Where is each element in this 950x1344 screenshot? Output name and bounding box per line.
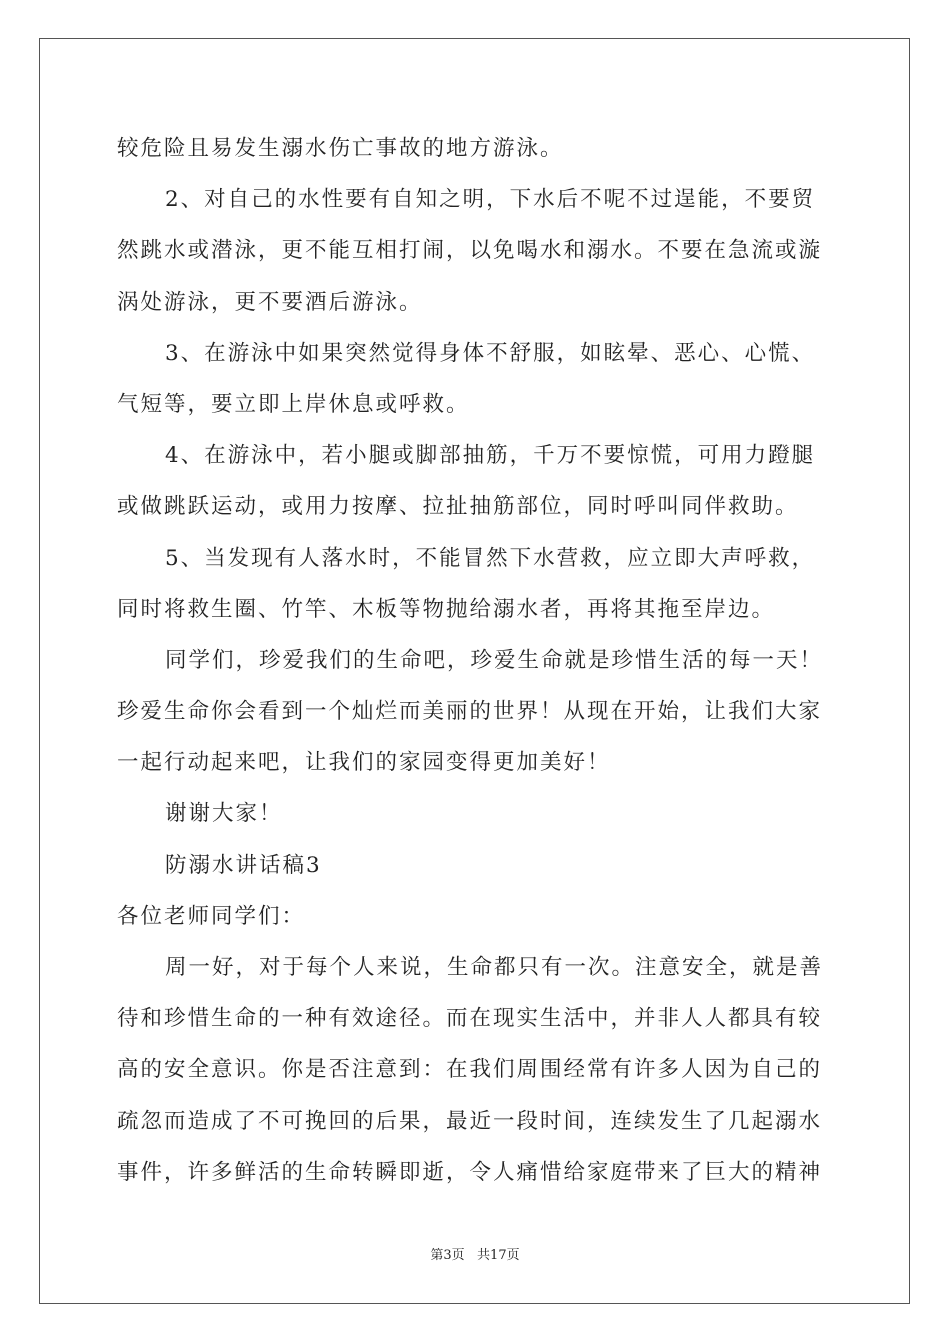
text-line: 气短等，要立即上岸休息或呼救。: [117, 391, 470, 417]
text-line: 珍爱生命你会看到一个灿烂而美丽的世界！从现在开始，让我们大家: [117, 699, 823, 725]
text-line: 一起行动起来吧，让我们的家园变得更加美好！: [117, 750, 611, 776]
text-line: 2、对自己的水性要有自知之明，下水后不呢不过逞能，不要贸: [165, 187, 816, 213]
text-line: 高的安全意识。你是否注意到：在我们周围经常有许多人因为自己的: [117, 1057, 823, 1083]
text-line: 3、在游泳中如果突然觉得身体不舒服，如眩晕、恶心、心慌、: [165, 340, 816, 366]
text-line: 较危险且易发生溺水伤亡事故的地方游泳。: [117, 136, 564, 161]
text-line: 4、在游泳中，若小腿或脚部抽筋，千万不要惊慌，可用力蹬腿: [165, 443, 816, 469]
text-line: 谢谢大家！: [165, 801, 283, 827]
text-line: 然跳水或潜泳，更不能互相打闹，以免喝水和溺水。不要在急流或漩: [117, 238, 823, 264]
text-line: 周一好，对于每个人来说，生命都只有一次。注意安全，就是善: [165, 955, 824, 980]
text-line: 疏忽而造成了不可挽回的后果，最近一段时间，连续发生了几起溺水: [117, 1108, 823, 1134]
text-line: 待和珍惜生命的一种有效途径。而在现实生活中，并非人人都具有较: [117, 1006, 823, 1032]
text-line: 涡处游泳，更不要酒后游泳。: [117, 289, 423, 315]
section-heading: 防溺水讲话稿3: [165, 852, 322, 878]
text-line: 或做跳跃运动，或用力按摩、拉扯抽筋部位，同时呼叫同伴救助。: [117, 494, 799, 520]
salutation: 各位老师同学们：: [117, 903, 306, 929]
text-line: 5、当发现有人落水时，不能冒然下水营救，应立即大声呼救，: [165, 545, 816, 571]
text-line: 同时将救生圈、竹竿、木板等物抛给溺水者，再将其拖至岸边。: [117, 596, 776, 622]
document-body: [117, 123, 833, 1198]
text-line: 事件，许多鲜活的生命转瞬即逝，令人痛惜给家庭带来了巨大的精神: [117, 1159, 823, 1185]
page-number-footer: 第3页 共17页: [430, 1248, 520, 1263]
text-line: 同学们，珍爱我们的生命吧，珍爱生命就是珍惜生活的每一天！: [165, 647, 824, 673]
